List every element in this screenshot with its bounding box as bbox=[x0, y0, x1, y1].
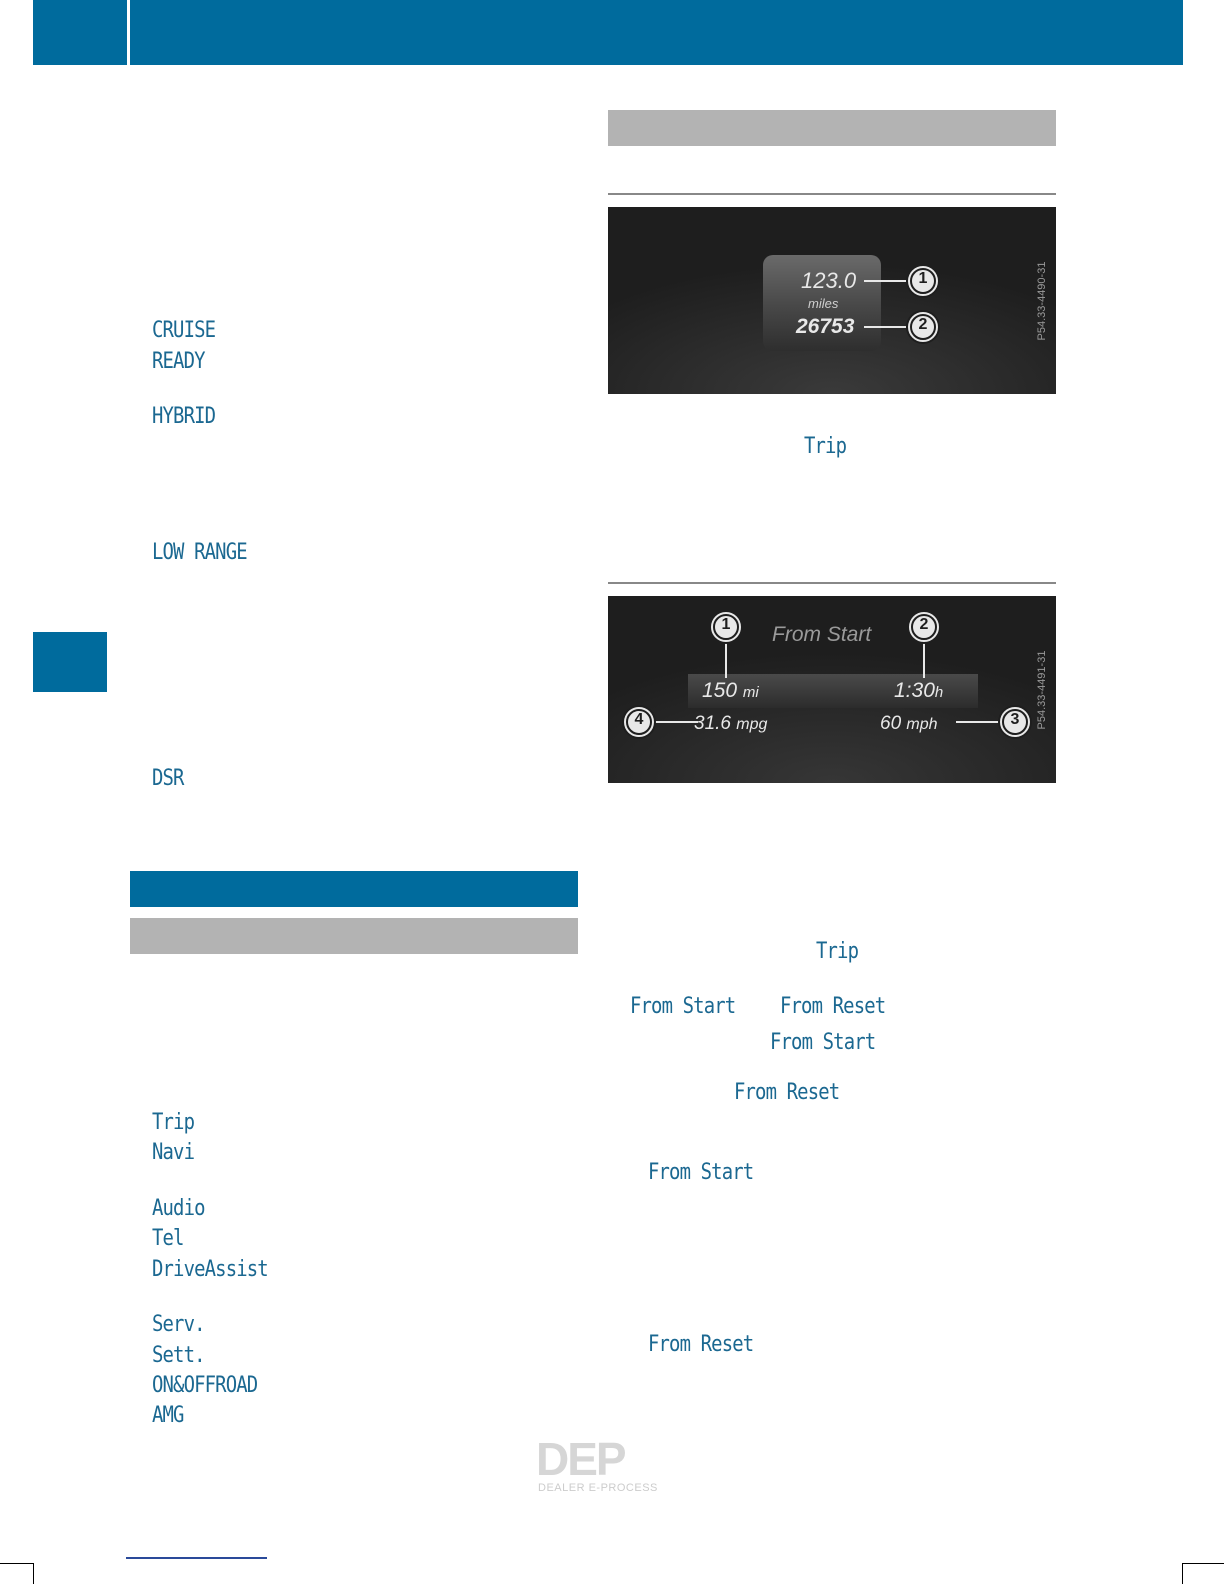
speed-unit: mph bbox=[906, 716, 938, 733]
menu-onoffroad: ON&OFFROAD bbox=[152, 1373, 258, 1398]
dealer-logo bbox=[536, 1433, 681, 1496]
time-unit: h bbox=[934, 684, 944, 701]
menu-trip: Trip bbox=[152, 1110, 195, 1135]
consumption-unit: mpg bbox=[736, 716, 768, 733]
message-low-range: LOW RANGE bbox=[152, 540, 247, 565]
trip-odometer-value: 123.0 bbox=[801, 268, 857, 293]
total-odometer-value: 26753 bbox=[796, 315, 855, 338]
from-reset-ref-3: From Reset bbox=[648, 1332, 754, 1357]
crop-mark-right-h bbox=[1182, 1563, 1224, 1564]
callout-1: 1 bbox=[918, 270, 928, 287]
trip-ref-1: Trip bbox=[804, 434, 847, 459]
trip-mode-title: From Start bbox=[772, 623, 872, 646]
distance-value: 150 bbox=[702, 679, 738, 702]
crop-mark-left-v bbox=[33, 1563, 34, 1584]
trip-ref-2: Trip bbox=[816, 939, 859, 964]
figure-1-code: P54.33-4490-31 bbox=[1036, 261, 1048, 340]
figure-1-rule bbox=[608, 193, 1056, 195]
callout-4: 4 bbox=[634, 711, 644, 728]
chapter-tab bbox=[33, 632, 107, 692]
header-divider bbox=[127, 0, 130, 65]
odometer-unit-label: miles bbox=[808, 296, 839, 311]
message-cruise: CRUISE bbox=[152, 318, 216, 343]
figure-2-code: P54.33-4491-31 bbox=[1036, 650, 1048, 729]
message-dsr: DSR bbox=[152, 766, 184, 791]
menu-driveassist: DriveAssist bbox=[152, 1257, 268, 1282]
time-value: 1:30 bbox=[894, 679, 935, 702]
from-reset-ref-2: From Reset bbox=[734, 1080, 840, 1105]
figure-2-rule bbox=[608, 582, 1056, 584]
crop-mark-left-h bbox=[0, 1563, 34, 1564]
menu-audio: Audio bbox=[152, 1196, 205, 1221]
menu-amg: AMG bbox=[152, 1403, 184, 1428]
message-ready: READY bbox=[152, 349, 205, 374]
page-header-bar bbox=[33, 0, 1183, 65]
logo-tagline: DEALER E-PROCESS bbox=[538, 1482, 658, 1494]
trip-computer-figure bbox=[608, 596, 1056, 783]
speed-value: 60 bbox=[880, 713, 902, 734]
callout-2: 2 bbox=[919, 616, 929, 633]
section-heading-bar bbox=[130, 871, 578, 907]
menu-navi: Navi bbox=[152, 1140, 195, 1165]
message-hybrid: HYBRID bbox=[152, 404, 216, 429]
logo-mark: DEP bbox=[536, 1433, 625, 1485]
subsection-heading-bar bbox=[130, 918, 578, 954]
crop-mark-right-v bbox=[1182, 1563, 1183, 1584]
callout-2: 2 bbox=[918, 316, 928, 333]
footer-link-underline bbox=[126, 1557, 267, 1559]
callout-3: 3 bbox=[1010, 711, 1020, 728]
odometer-figure bbox=[608, 207, 1056, 394]
consumption-value: 31.6 bbox=[694, 713, 731, 734]
subsection-heading-bar-right bbox=[608, 110, 1056, 146]
callout-1: 1 bbox=[721, 616, 731, 633]
menu-serv: Serv. bbox=[152, 1312, 205, 1337]
from-reset-ref-1: From Reset bbox=[780, 994, 886, 1019]
menu-tel: Tel bbox=[152, 1226, 184, 1251]
distance-unit: mi bbox=[742, 684, 759, 701]
from-start-ref-1: From Start bbox=[630, 994, 736, 1019]
menu-sett: Sett. bbox=[152, 1343, 205, 1368]
from-start-ref-2: From Start bbox=[770, 1030, 876, 1055]
from-start-ref-3: From Start bbox=[648, 1160, 754, 1185]
